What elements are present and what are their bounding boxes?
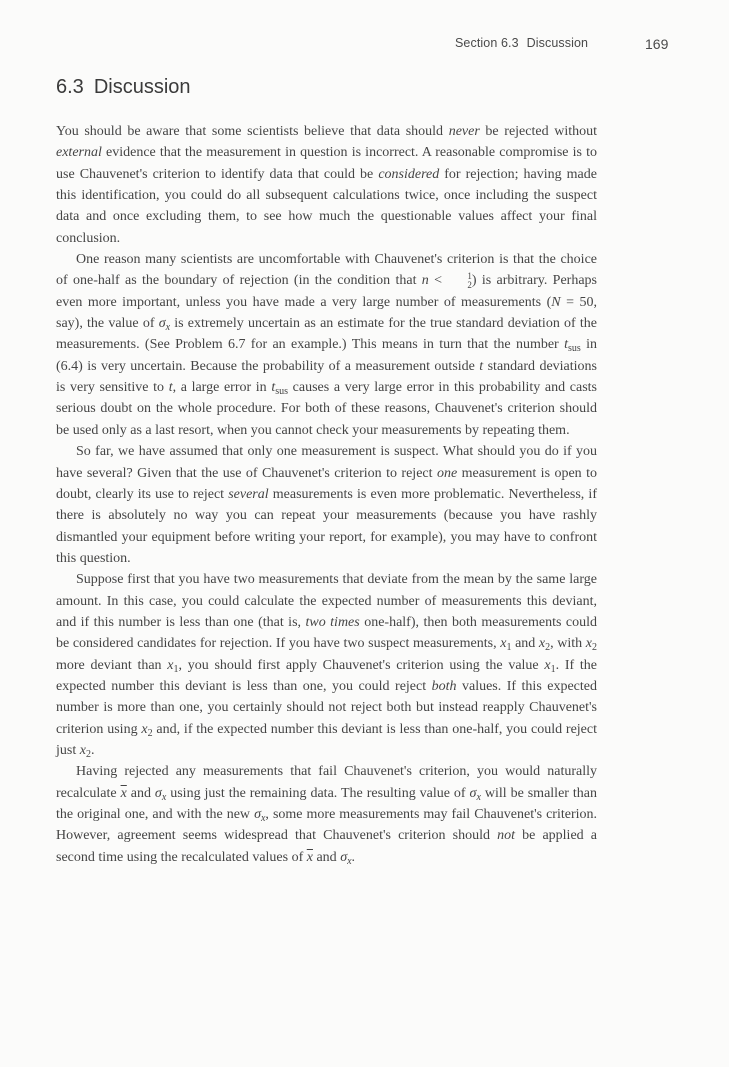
body-text: [56, 121, 597, 868]
text-run: is extremely uncertain as an estimate for the true standard deviation of the measurements. (See Problem 6.7 for an example.) This means in turn that the number: [56, 316, 597, 353]
subscript: 1: [506, 642, 512, 654]
italic-text: not: [497, 828, 515, 844]
text-run: and: [511, 636, 539, 652]
fraction-denominator: 2: [467, 280, 472, 291]
italic-text: several: [228, 486, 269, 502]
italic-text: σ: [254, 807, 261, 822]
running-head: [455, 36, 588, 50]
italic-text: N: [551, 294, 561, 310]
subscript: x: [260, 813, 266, 824]
subscript: x: [165, 322, 171, 334]
italic-text: σ: [154, 785, 162, 801]
subscript: 1: [173, 663, 179, 675]
italic-text: one: [436, 465, 458, 481]
italic-text: t: [271, 380, 276, 396]
subscript: x: [161, 791, 167, 803]
section-title: Discussion: [93, 76, 191, 98]
text-run: So far, we have assumed that only one measurement is suspect. What should you do if you have several? Given that the use of Chauvenet's criterion to reject: [56, 444, 597, 481]
text-run: and: [312, 849, 341, 865]
section-number: 6.3: [56, 76, 84, 98]
text-run: evidence that the measurement in question is incorrect. A reasonable compromise is to use Chauvenet's criterion to identify data that could be: [56, 145, 597, 182]
text-run: measurement is open to doubt, clearly its use to reject: [56, 465, 597, 502]
text-run: .: [90, 742, 95, 758]
italic-text: t: [564, 337, 568, 353]
italic-text: considered: [378, 166, 440, 182]
text-run: One reason many scientists are uncomfortable with Chauvenet's criterion is that the choice of one-half as the boundary of rejection (in the condition that: [56, 252, 597, 289]
subscript: x: [347, 855, 352, 867]
text-run: , a large error in: [172, 380, 272, 396]
text-run: standard deviations is very sensitive to: [56, 358, 597, 396]
italic-text: never: [448, 124, 480, 139]
text-run: = 50, say), the value of: [56, 294, 597, 332]
text-run: and, if the expected number this deviant is less than one-half, you could reject just: [56, 721, 597, 758]
text-run: causes a very large error in this probability and casts serious doubt on the whole procedure. For both of these reasons, Chauvenet's criterion should be used only as a last resort, when you cannot check your measurements by repeating them.: [56, 380, 597, 438]
italic-text: x: [544, 657, 551, 673]
text-run: be rejected without: [479, 124, 597, 139]
text-run: . If the expected number this deviant is less than one, you could reject: [56, 657, 598, 694]
italic-text: x: [79, 742, 86, 758]
subscript: 2: [85, 748, 91, 760]
italic-text: two times: [305, 614, 360, 630]
text-run: will be smaller than the original one, and with the new: [56, 785, 597, 822]
running-head-section-title: Discussion: [526, 36, 589, 50]
italic-text: x: [538, 636, 546, 652]
subscript: 2: [147, 727, 153, 739]
italic-text: external: [56, 145, 102, 161]
text-run: ) is arbitrary. Perhaps even more important, unless you have made a very large number of measurements (: [56, 273, 597, 310]
section-heading: [56, 76, 191, 99]
text-run: <: [428, 273, 448, 289]
text-run: , with: [550, 636, 586, 652]
mean-symbol: $\overline{x}$: [120, 785, 127, 801]
paragraph: [56, 569, 597, 761]
subscript: 2: [592, 642, 598, 654]
italic-text: x: [500, 636, 507, 652]
text-run: Having rejected any measurements that fail Chauvenet's criterion, you would naturally recalculate: [56, 764, 597, 801]
paragraph: [56, 121, 597, 249]
subscript: 2: [545, 642, 551, 654]
text-run: .: [351, 849, 356, 865]
subscript: 1: [550, 663, 556, 675]
text-run: You should be aware that some scientists believe that data should: [56, 124, 449, 139]
text-run: values. If this expected number is more than one, you certainly should not reject both but instead reapply Chauvenet's criterion using: [56, 678, 597, 737]
text-run: , you should first apply Chauvenet's criterion using the value: [178, 657, 545, 673]
subscript: sus: [567, 343, 581, 355]
italic-text: n: [421, 273, 429, 289]
italic-text: t: [479, 358, 484, 374]
italic-text: both: [431, 678, 457, 694]
text-run: one-half), then both measurements could be considered candidates for rejection. If you have two suspect measurements,: [56, 614, 598, 652]
paragraph: [56, 761, 597, 868]
paragraph: [56, 441, 597, 569]
italic-text: t: [168, 380, 173, 396]
text-run: for rejection; having made this identification, you could do all subsequent calculations twice, once including the suspect data and once excluding them, to see how much the questionable values affect your final conclusion.: [56, 166, 597, 246]
text-run: and: [126, 785, 155, 801]
italic-text: x: [141, 721, 148, 737]
italic-text: x: [585, 636, 593, 652]
subscript: sus: [275, 386, 289, 398]
running-head-section-label: Section 6.3: [455, 36, 519, 50]
italic-text: σ: [158, 316, 166, 332]
fraction-numerator: 1: [467, 271, 472, 282]
italic-text: σ: [340, 849, 348, 865]
text-run: more deviant than: [56, 657, 168, 673]
text-run: using just the remaining data. The resulting value of: [166, 785, 470, 801]
italic-text: σ: [469, 785, 477, 801]
text-run: Suppose first that you have two measurements that deviate from the mean by the same large amount. In this case, you could calculate the expected number of measurements this deviant, and if this number is less than one (that is,: [56, 572, 597, 630]
page-number: 169: [645, 36, 669, 52]
text-run: measurements is even more problematic. Nevertheless, if there is absolutely no way you can repeat your measurements (because you have rashly dismantled your equipment before writing your report, for example), you may have to confront this question.: [56, 486, 597, 566]
text-run: be applied a second time using the recalculated values of: [56, 828, 597, 865]
italic-text: x: [167, 657, 174, 673]
text-run: , some more measurements may fail Chauvenet's criterion. However, agreement seems widespread that Chauvenet's criterion should: [56, 807, 597, 844]
paragraph: [56, 249, 597, 441]
mean-symbol: $\overline{x}$: [306, 849, 313, 865]
subscript: x: [476, 791, 481, 803]
fraction: [447, 272, 472, 290]
text-run: in (6.4) is very uncertain. Because the probability of a measurement outside: [56, 337, 598, 374]
